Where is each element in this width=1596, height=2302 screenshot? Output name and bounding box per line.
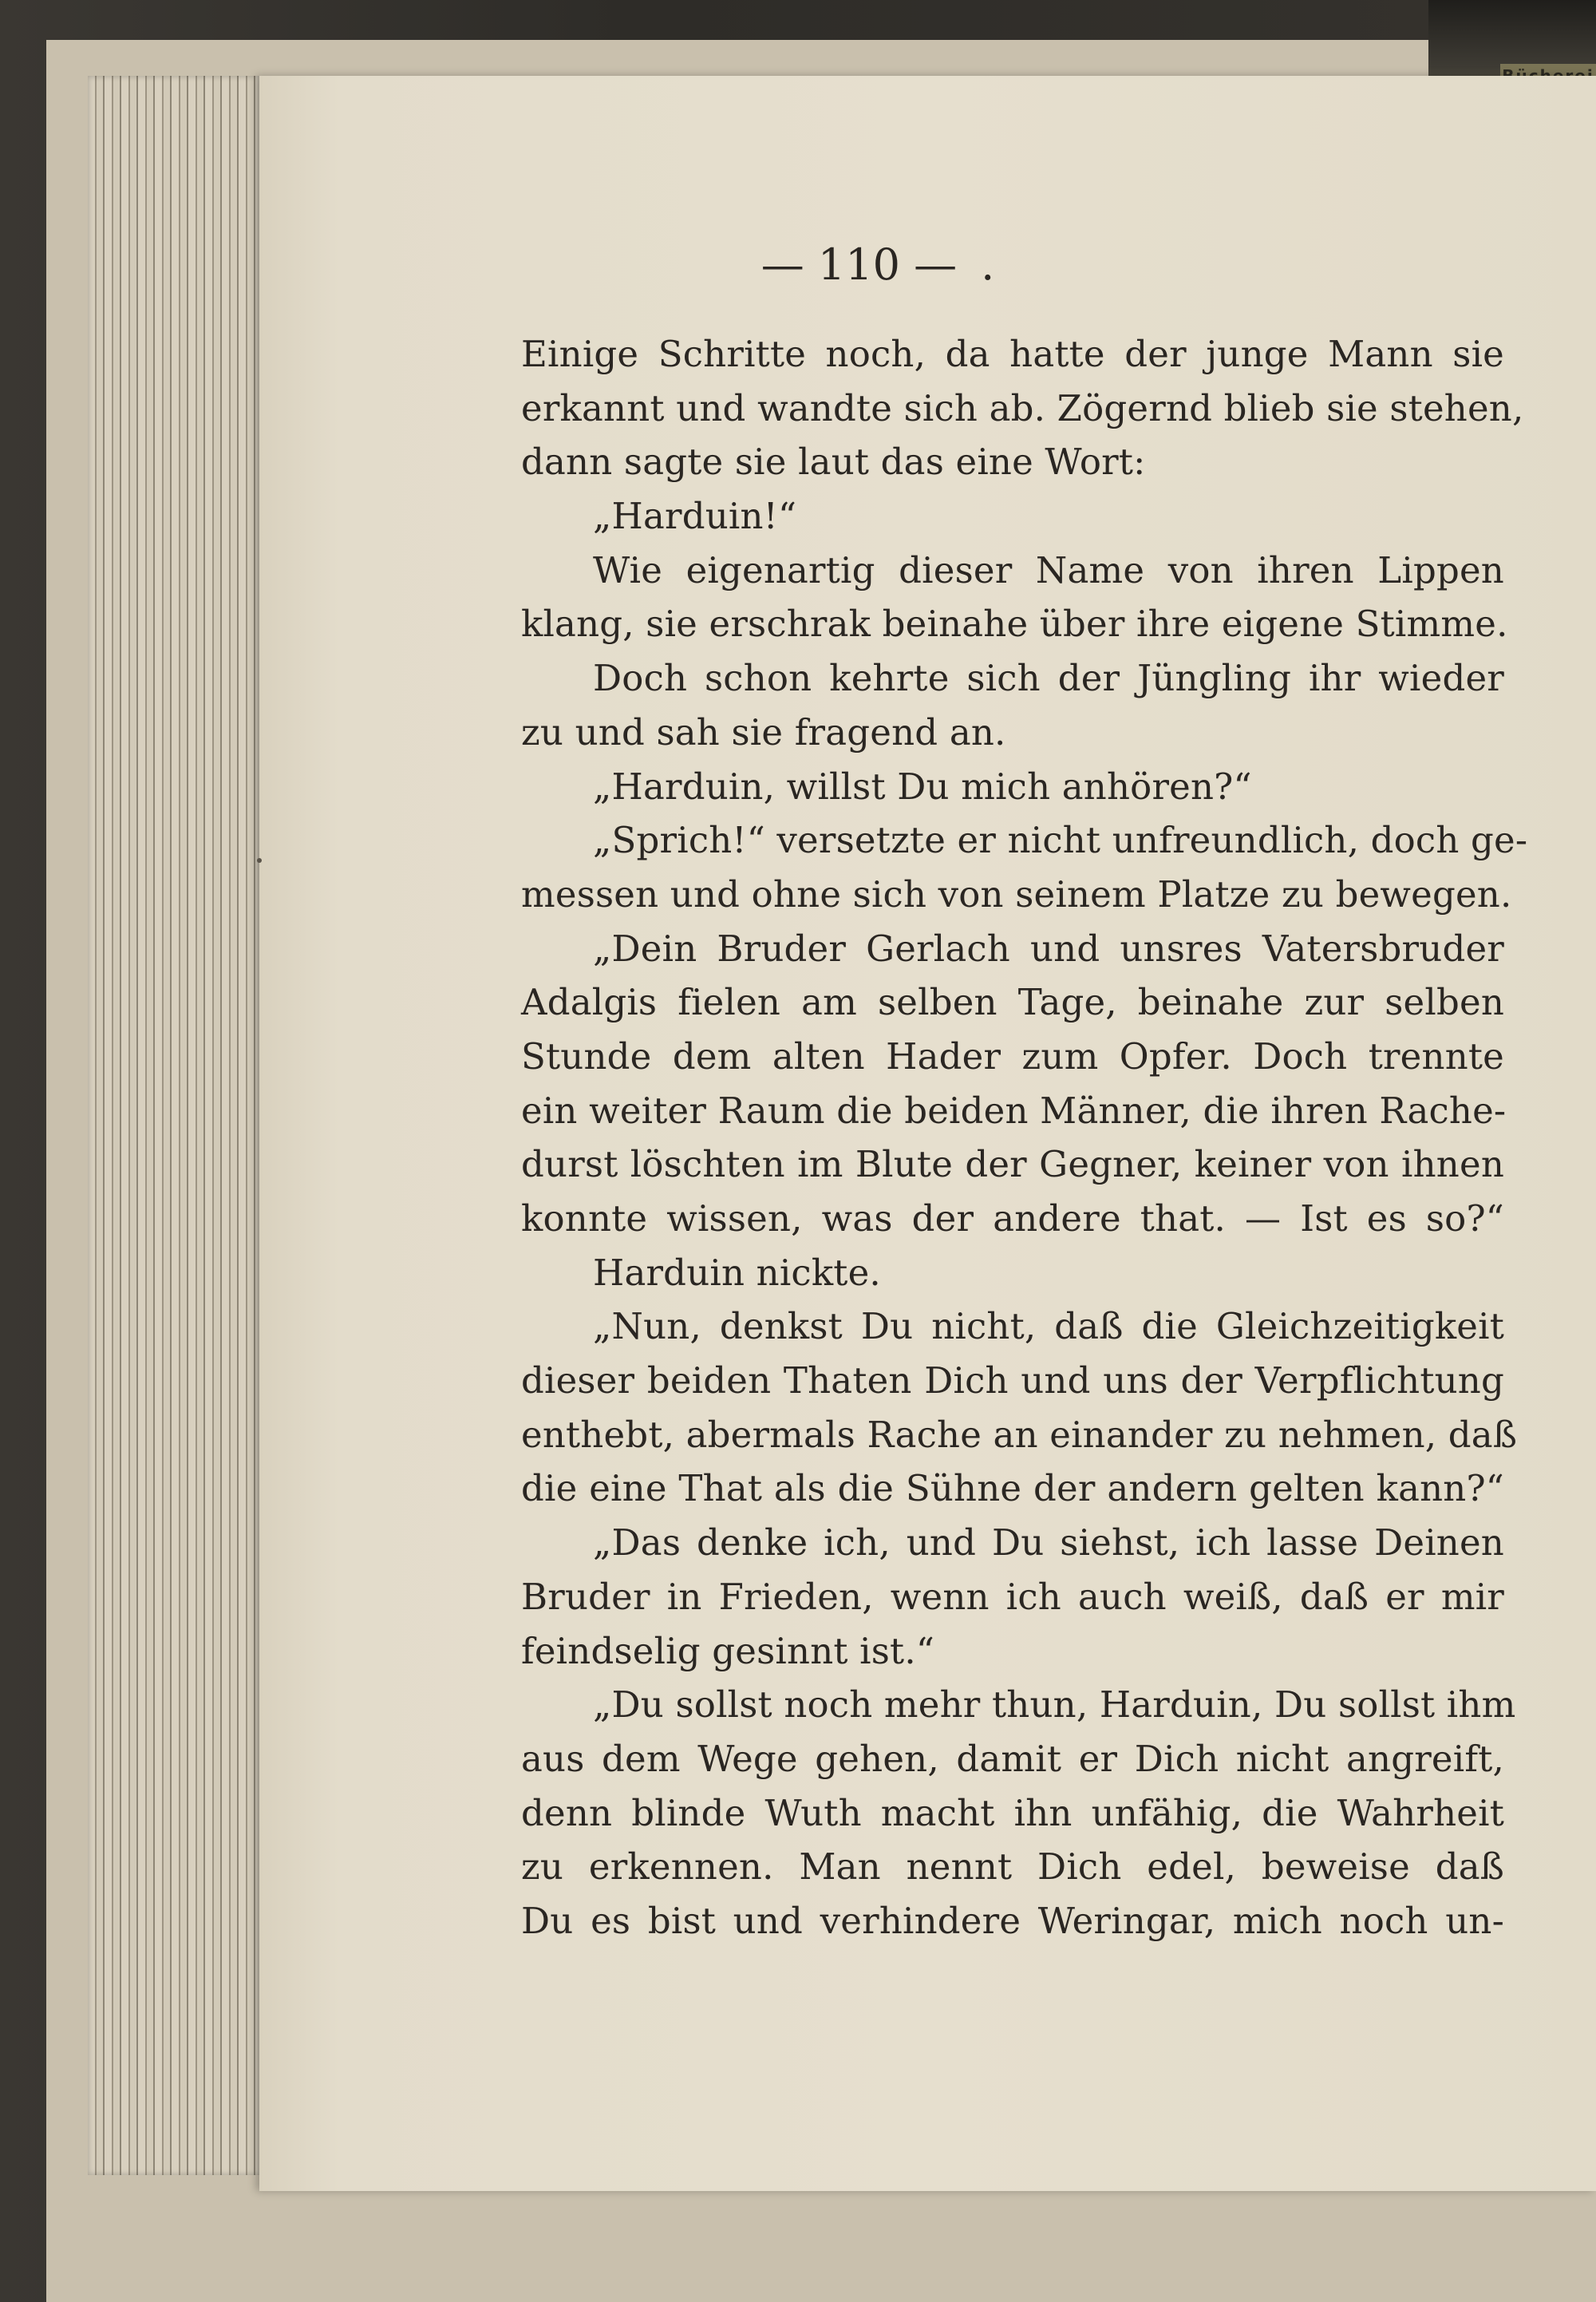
text-line: Harduin nickte. — [593, 1251, 881, 1294]
text-line: durst löschten im Blute der Gegner, keiner von ihnen — [521, 1143, 1504, 1186]
text-line: aus dem Wege gehen, damit er Dich nicht angreift, — [521, 1737, 1504, 1780]
page-edges — [88, 76, 259, 2175]
text-line: dann sagte sie laut das eine Wort: — [521, 441, 1146, 484]
text-line: dieser beiden Thaten Dich und uns der Verpflichtung — [521, 1359, 1504, 1402]
text-line: enthebt, abermals Rache an einander zu nehmen, daß — [521, 1413, 1518, 1456]
text-line: „Harduin, willst Du mich anhören?“ — [593, 765, 1252, 808]
text-line: denn blinde Wuth macht ihn unfähig, die Wahrheit — [521, 1791, 1504, 1834]
text-line: Bruder in Frieden, wenn ich auch weiß, daß er mir — [521, 1575, 1504, 1618]
text-line: Einige Schritte noch, da hatte der junge Mann sie — [521, 333, 1504, 375]
text-line: ein weiter Raum die beiden Männer, die ihren Rache- — [521, 1089, 1507, 1132]
text-line: Doch schon kehrte sich der Jüngling ihr wieder — [593, 657, 1504, 700]
text-line: zu erkennen. Man nennt Dich edel, beweise daß — [521, 1845, 1504, 1889]
text-line: konnte wissen, was der andere that. — Ist es so?“ — [521, 1197, 1504, 1240]
margin-mark — [257, 858, 262, 863]
text-line: „Das denke ich, und Du siehst, ich lasse Deinen — [593, 1521, 1504, 1564]
text-line: messen und ohne sich von seinem Platze zu bewegen. — [521, 872, 1512, 916]
text-line: die eine That als die Sühne der andern gelten kann?“ — [521, 1467, 1504, 1510]
text-line: zu und sah sie fragend an. — [521, 710, 1006, 753]
text-line: „Du sollst noch mehr thun, Harduin, Du sollst ihm — [593, 1683, 1516, 1726]
text-line: „Dein Bruder Gerlach und unsres Vatersbruder — [593, 927, 1504, 970]
page-number-text: — 110 — — [760, 239, 958, 290]
text-line: Stunde dem alten Hader zum Opfer. Doch trennte — [521, 1034, 1504, 1078]
text-line: feindselig gesinnt ist.“ — [521, 1629, 935, 1672]
text-line: erkannt und wandte sich ab. Zögernd blieb sie stehen, — [521, 386, 1524, 429]
text-line: „Sprich!“ versetzte er nicht unfreundlich, doch ge- — [593, 819, 1528, 862]
text-line: Du es bist und verhindere Weringar, mich noch un- — [521, 1899, 1504, 1942]
body-text — [521, 327, 1528, 1948]
text-line: Adalgis fielen am selben Tage, beinahe zur selben — [521, 981, 1504, 1024]
page-number — [519, 239, 1237, 290]
folio-dot: . — [981, 239, 995, 290]
text-line: „Nun, denkst Du nicht, daß die Gleichzeitigkeit — [593, 1305, 1504, 1348]
text-line: klang, sie erschrak beinahe über ihre eigene Stimme. — [521, 603, 1508, 646]
text-line: „Harduin!“ — [593, 495, 797, 538]
text-line: Wie eigenartig dieser Name von ihren Lippen — [593, 548, 1504, 591]
